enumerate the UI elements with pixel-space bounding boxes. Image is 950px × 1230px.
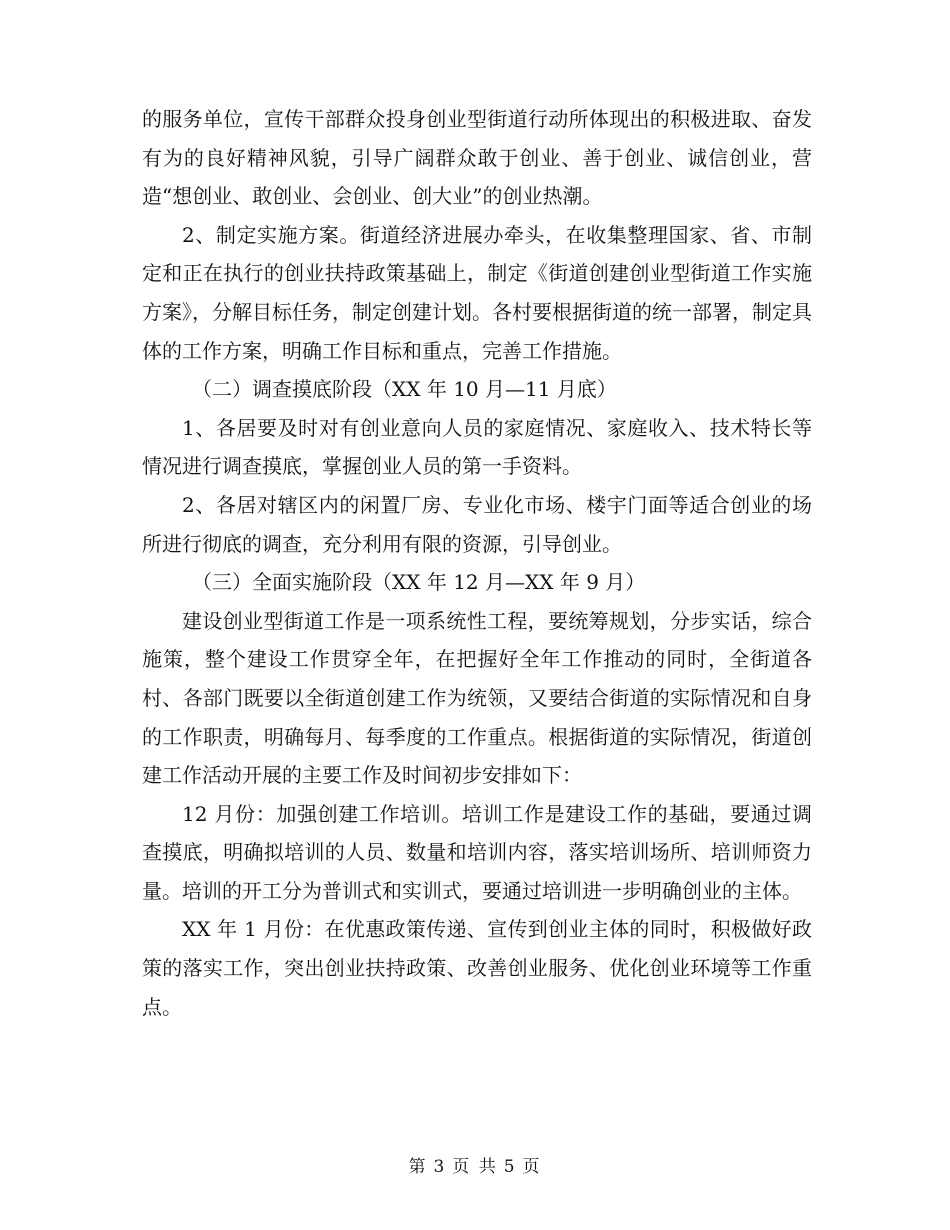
paragraph: 2、各居对辖区内的闲置厂房、专业化市场、楼宇门面等适合创业的场所进行彻底的调查，充分利用有限的资源，引导创业。 xyxy=(142,492,812,556)
footer-total-pages: 5 xyxy=(503,1157,517,1177)
paragraph: XX 年 1 月份：在优惠政策传递、宣传到创业主体的同时，积极做好政策的落实工作，突出创业扶持政策、改善创业服务、优化创业环境等工作重点。 xyxy=(142,917,812,1019)
document-body xyxy=(142,100,812,1026)
footer-suffix: 页 xyxy=(522,1157,542,1177)
page-footer xyxy=(0,1152,950,1177)
paragraph: 12 月份：加强创建工作培训。培训工作是建设工作的基础，要通过调查摸底，明确拟培训的人员、数量和培训内容，落实培训场所、培训师资力量。培训的开工分为普训式和实训式，要通过培训进一步明确创业的主体。 xyxy=(142,801,812,903)
section-heading: （二）调查摸底阶段（XX 年 10 月—11 月底） xyxy=(192,377,617,402)
section-heading: （三）全面实施阶段（XX 年 12 月—XX 年 9 月） xyxy=(192,570,646,595)
footer-page-number: 3 xyxy=(433,1157,447,1177)
footer-middle: 页 共 xyxy=(452,1157,498,1177)
paragraph: 建设创业型街道工作是一项系统性工程，要统筹规划，分步实话，综合施策，整个建设工作贯穿全年，在把握好全年工作推动的同时，全街道各村、各部门既要以全街道创建工作为统领，又要结合街道的实际情况和自身的工作职责，明确每月、每季度的工作重点。根据街道的实际情况，街道创建工作活动开展的主要工作及时间初步安排如下： xyxy=(142,608,812,788)
paragraph: 的服务单位，宣传干部群众投身创业型街道行动所体现出的积极进取、奋发有为的良好精神风貌，引导广阔群众敢于创业、善于创业、诚信创业，营造“想创业、敢创业、会创业、创大业”的创业热潮。 xyxy=(142,107,812,209)
paragraph: 1、各居要及时对有创业意向人员的家庭情况、家庭收入、技术特长等情况进行调查摸底，掌握创业人员的第一手资料。 xyxy=(142,415,812,479)
paragraph: 2、制定实施方案。街道经济进展办牵头，在收集整理国家、省、市制定和正在执行的创业扶持政策基础上，制定《街道创建创业型街道工作实施方案》，分解目标任务，制定创建计划。各村要根据街道的统一部署，制定具体的工作方案，明确工作目标和重点，完善工作措施。 xyxy=(142,222,812,363)
footer-prefix: 第 xyxy=(408,1157,428,1177)
